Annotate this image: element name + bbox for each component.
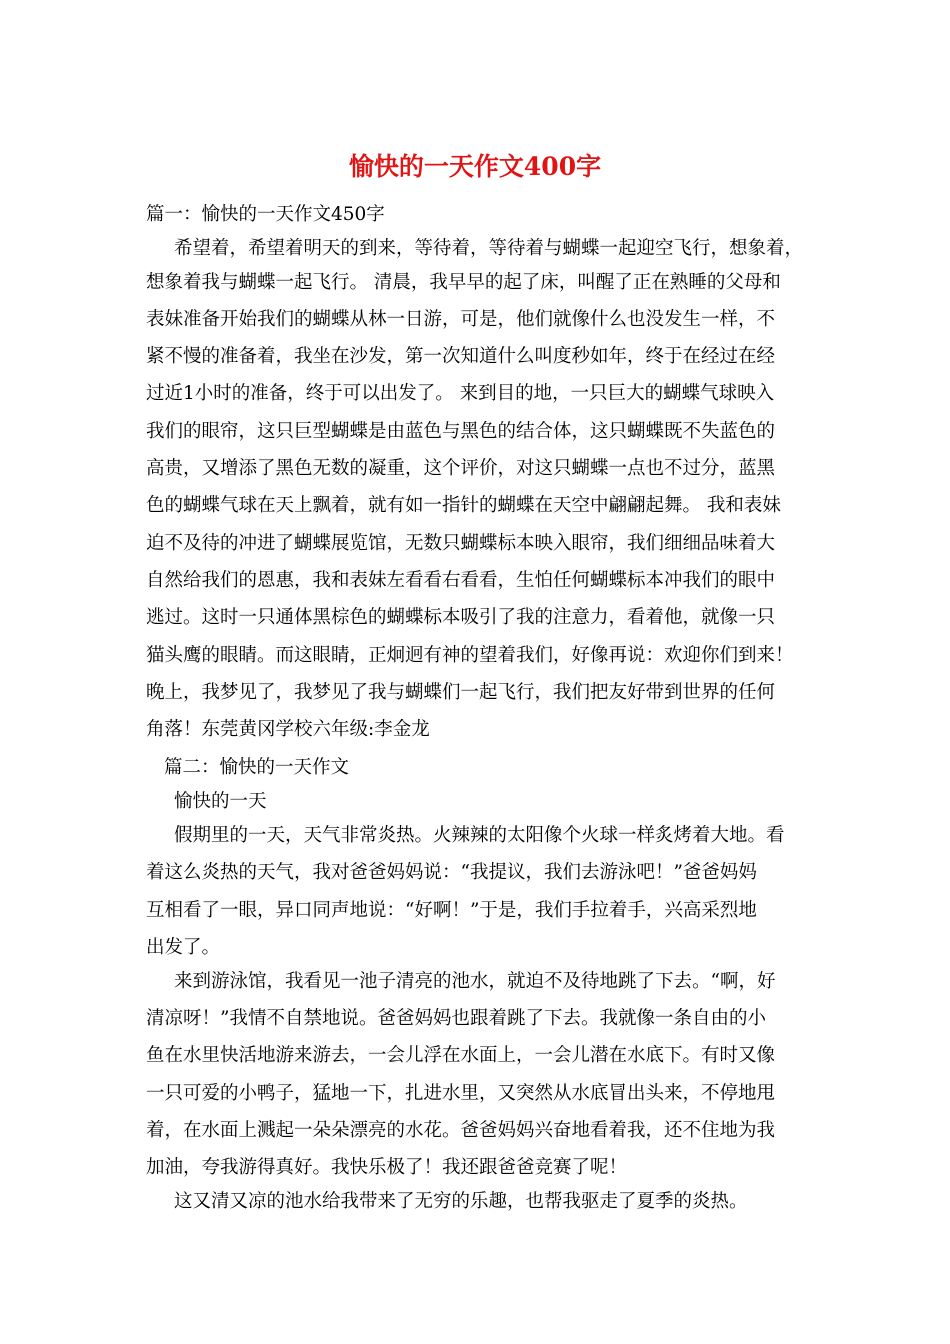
paragraph-line: 我们的眼帘，这只巨型蝴蝶是由蓝色与黑色的结合体，这只蝴蝶既不失蓝色的 — [146, 421, 776, 442]
paragraph-line: 假期里的一天，天气非常炎热。火辣辣的太阳像个火球一样炙烤着大地。看 — [174, 825, 785, 846]
paragraph-line: 角落！东莞黄冈学校六年级:李金龙 — [146, 719, 430, 740]
paragraph-line: 出发了。 — [146, 937, 221, 958]
paragraph-line: 互相看了一眼，异口同声地说：“好啊！”于是，我们手拉着手，兴高采烈地 — [146, 900, 757, 921]
paragraph-line: 来到游泳馆，我看见一池子清亮的池水，就迫不及待地跳了下去。“啊，好 — [174, 971, 776, 992]
paragraph-line: 表妹准备开始我们的蝴蝶从林一日游，可是，他们就像什么也没发生一样，不 — [146, 309, 776, 330]
paragraph-line: 过近1小时的准备，终于可以出发了。 来到目的地，一只巨大的蝴蝶气球映入 — [146, 383, 775, 404]
paragraph-line: 猫头鹰的眼睛。而这眼睛，正炯迥有神的望着我们，好像再说：欢迎你们到来！ — [146, 645, 794, 666]
paragraph-line: 一只可爱的小鸭子，猛地一下，扎进水里，又突然从水底冒出头来，不停地甩 — [146, 1083, 776, 1104]
paragraph-line: 晚上，我梦见了，我梦见了我与蝴蝶们一起飞行，我们把友好带到世界的任何 — [146, 682, 776, 703]
paragraph-line: 色的蝴蝶气球在天上飘着，就有如一指针的蝴蝶在天空中翩翩起舞。 我和表妹 — [146, 495, 781, 516]
paragraph-line: 紧不慢的准备着，我坐在沙发，第一次知道什么叫度秒如年，终于在经过在经 — [146, 346, 776, 367]
paragraph-line: 加油，夸我游得真好。我快乐极了！我还跟爸爸竞赛了呢！ — [146, 1157, 628, 1178]
paragraph-line: 逃过。这时一只通体黑棕色的蝴蝶标本吸引了我的注意力，看着他，就像一只 — [146, 607, 776, 628]
paragraph-line: 自然给我们的恩惠，我和表妹左看看右看看，生怕任何蝴蝶标本冲我们的眼中 — [146, 570, 776, 591]
paragraph-line: 着这么炎热的天气，我对爸爸妈妈说：“我提议，我们去游泳吧！”爸爸妈妈 — [146, 862, 757, 883]
section-heading-1: 篇一：愉快的一天作文450字 — [146, 204, 385, 225]
paragraph-line: 着，在水面上溅起一朵朵漂亮的水花。爸爸妈妈兴奋地看着我，还不住地为我 — [146, 1120, 776, 1141]
paragraph-line: 希望着，希望着明天的到来，等待着，等待着与蝴蝶一起迎空飞行，想象着， — [174, 238, 804, 259]
paragraph-line: 想象着我与蝴蝶一起飞行。 清晨，我早早的起了床，叫醒了正在熟睡的父母和 — [146, 272, 781, 293]
paragraph-line: 迫不及待的冲进了蝴蝶展览馆，无数只蝴蝶标本映入眼帘，我们细细品味着大 — [146, 533, 776, 554]
subsection-title: 愉快的一天 — [174, 791, 267, 812]
paragraph-line: 这又清又凉的池水给我带来了无穷的乐趣，也帮我驱走了夏季的炎热。 — [174, 1191, 748, 1212]
document-title: 愉快的一天作文400字 — [348, 152, 602, 181]
section-heading-2: 篇二：愉快的一天作文 — [164, 757, 350, 778]
paragraph-line: 鱼在水里快活地游来游去，一会儿浮在水面上，一会儿潜在水底下。有时又像 — [146, 1045, 776, 1066]
paragraph-line: 高贵，又增添了黑色无数的凝重，这个评价，对这只蝴蝶一点也不过分，蓝黑 — [146, 458, 776, 479]
paragraph-line: 清凉呀！”我情不自禁地说。爸爸妈妈也跟着跳了下去。我就像一条自由的小 — [146, 1008, 766, 1029]
